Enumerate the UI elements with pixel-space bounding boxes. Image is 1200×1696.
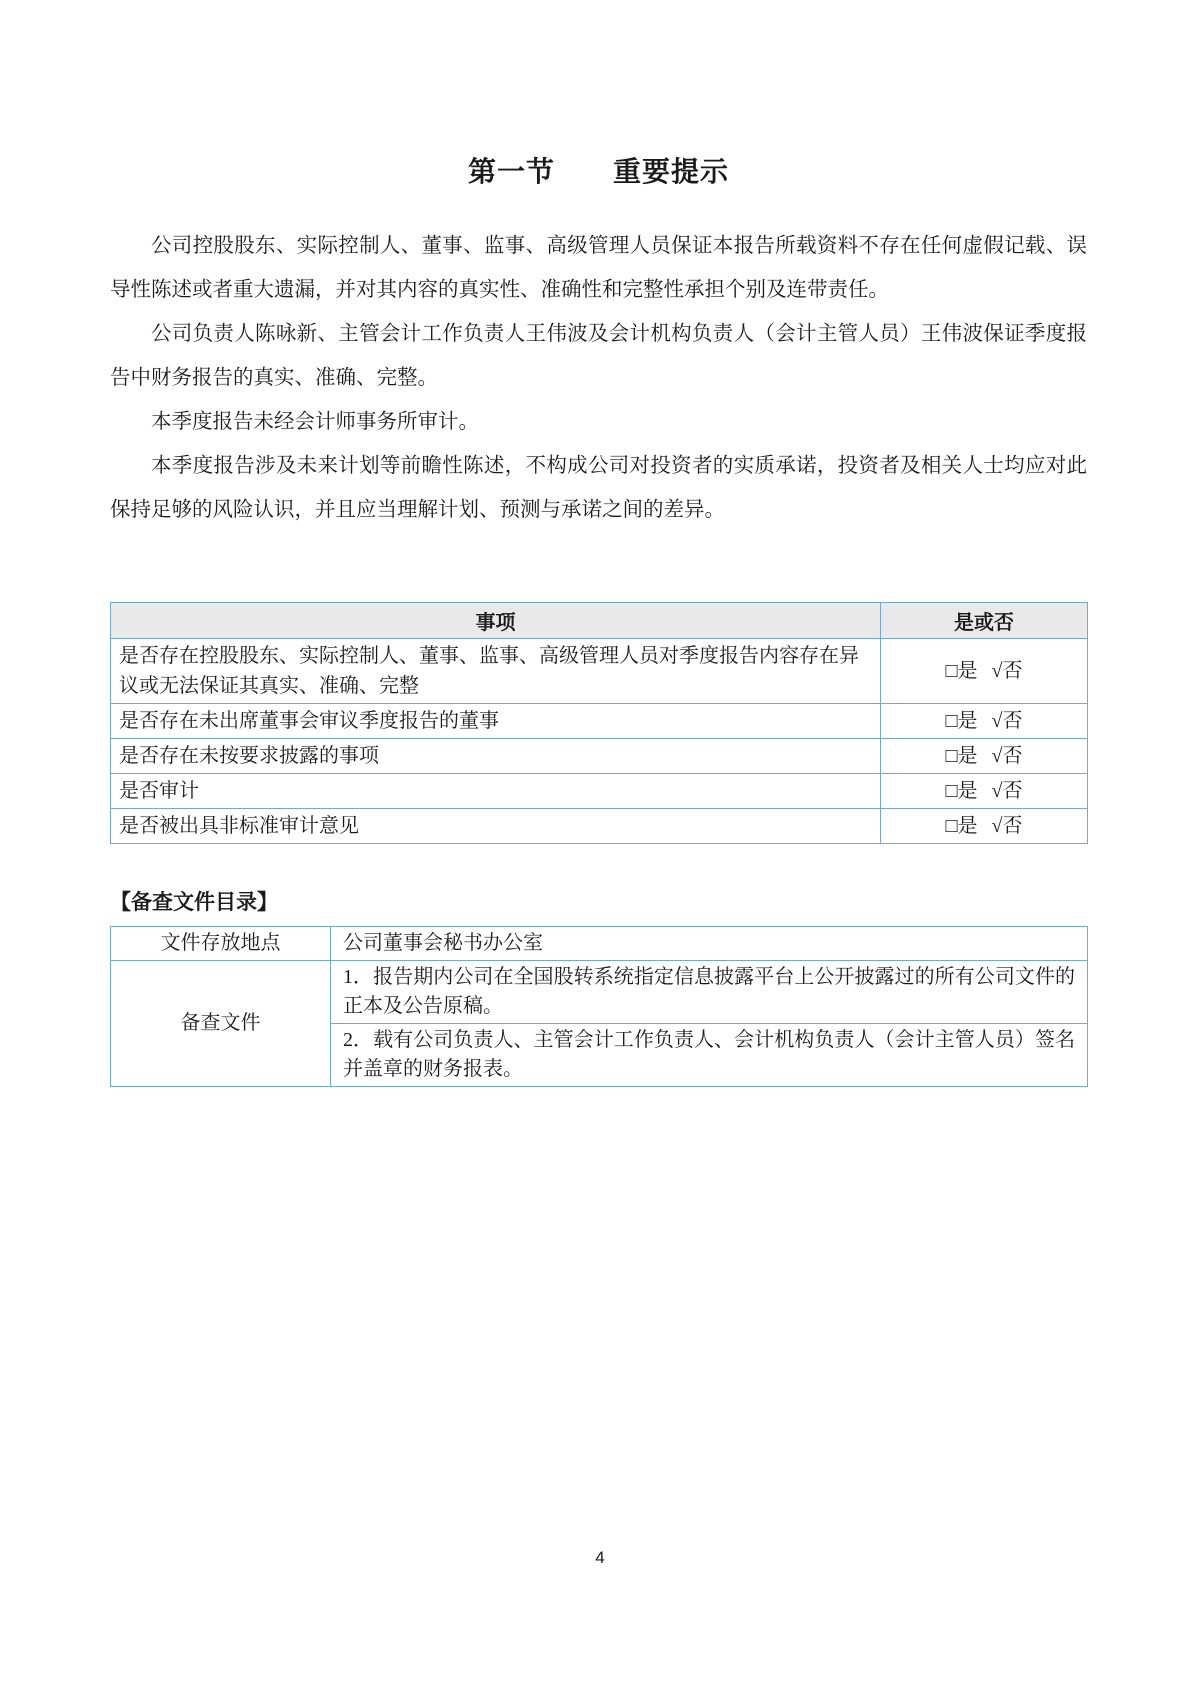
paragraph-responsible-persons: 公司负责人陈咏新、主管会计工作负责人王伟波及会计机构负责人（会计主管人员）王伟波保证季度报告中财务报告的真实、准确、完整。	[110, 323, 1087, 389]
page-content	[110, 0, 1087, 1087]
checkbox-yes: □是	[945, 745, 978, 767]
header-yes-or-no: 是或否	[881, 603, 1088, 639]
header-item: 事项	[111, 603, 881, 639]
reference-docs-table	[110, 926, 1088, 1087]
paragraph-unaudited: 本季度报告未经会计师事务所审计。	[151, 411, 479, 433]
item-cell: 是否存在未按要求披露的事项	[111, 739, 881, 774]
checkbox-yes: □是	[945, 710, 978, 732]
check-no: √否	[991, 710, 1023, 732]
disclosure-items-table	[110, 602, 1088, 844]
answer-cell	[881, 704, 1088, 739]
checkbox-yes: □是	[945, 815, 978, 837]
table-row	[111, 704, 1088, 739]
table-row	[111, 927, 1088, 961]
docs-catalog-heading: 【备查文件目录】	[110, 890, 278, 914]
item-cell: 是否存在未出席董事会审议季度报告的董事	[111, 704, 881, 739]
page-number: 4	[595, 1548, 605, 1567]
item-cell: 是否审计	[111, 774, 881, 809]
answer-cell	[881, 739, 1088, 774]
table-row	[111, 809, 1088, 844]
table-header-row	[111, 603, 1088, 639]
location-label-cell: 文件存放地点	[111, 927, 331, 961]
check-no: √否	[991, 660, 1023, 682]
intro-paragraphs	[110, 224, 1087, 532]
table-row	[111, 774, 1088, 809]
item-cell: 是否存在控股股东、实际控制人、董事、监事、高级管理人员对季度报告内容存在异议或无法保证其真实、准确、完整	[111, 639, 881, 704]
checkbox-yes: □是	[945, 780, 978, 802]
answer-cell	[881, 774, 1088, 809]
table-row	[111, 739, 1088, 774]
doc-item-cell: 1．报告期内公司在全国股转系统指定信息披露平台上公开披露过的所有公司文件的正本及公告原稿。	[331, 961, 1088, 1024]
answer-cell	[881, 639, 1088, 704]
section-title: 第一节 重要提示	[467, 156, 729, 187]
table-row	[111, 639, 1088, 704]
paragraph-forward-looking: 本季度报告涉及未来计划等前瞻性陈述，不构成公司对投资者的实质承诺，投资者及相关人士均应对此保持足够的风险认识，并且应当理解计划、预测与承诺之间的差异。	[110, 455, 1087, 521]
check-no: √否	[991, 745, 1023, 767]
table-row	[111, 961, 1088, 1024]
docs-label-cell: 备查文件	[111, 961, 331, 1087]
doc-item-cell: 2．载有公司负责人、主管会计工作负责人、会计机构负责人（会计主管人员）签名并盖章的财务报表。	[331, 1024, 1088, 1087]
paragraph-statement-accuracy: 公司控股股东、实际控制人、董事、监事、高级管理人员保证本报告所载资料不存在任何虚假记载、误导性陈述或者重大遗漏，并对其内容的真实性、准确性和完整性承担个别及连带责任。	[110, 235, 1087, 301]
answer-cell	[881, 809, 1088, 844]
item-cell: 是否被出具非标准审计意见	[111, 809, 881, 844]
check-no: √否	[991, 780, 1023, 802]
checkbox-yes: □是	[945, 660, 978, 682]
location-value-cell: 公司董事会秘书办公室	[331, 927, 1088, 961]
check-no: √否	[991, 815, 1023, 837]
